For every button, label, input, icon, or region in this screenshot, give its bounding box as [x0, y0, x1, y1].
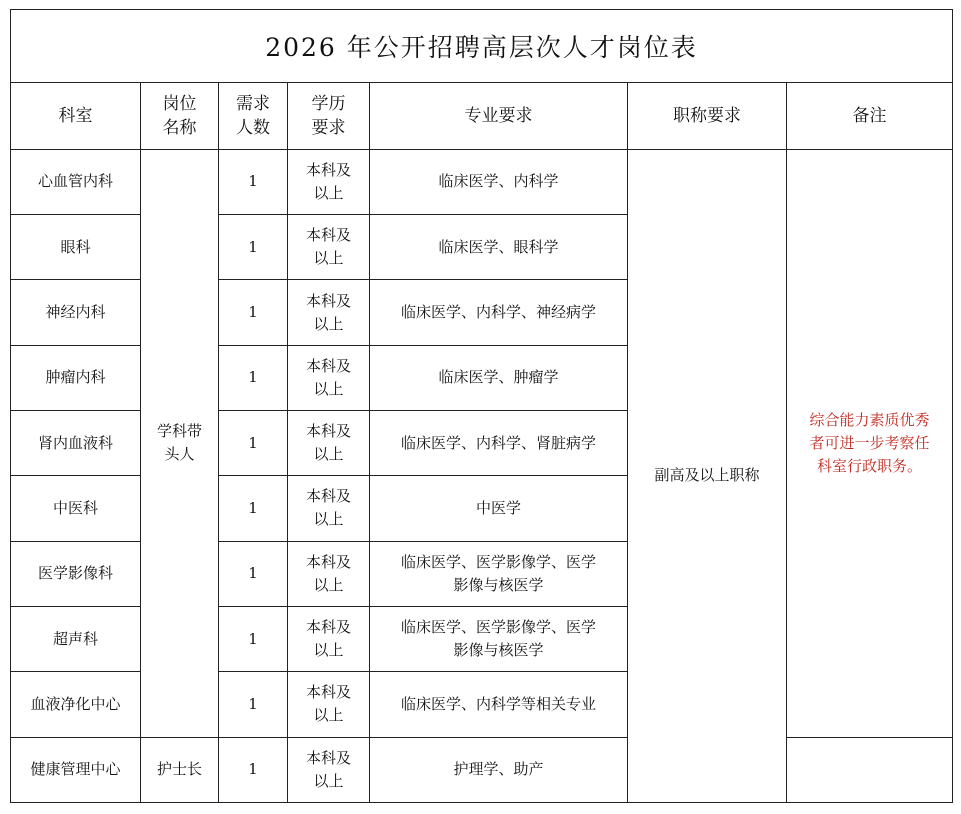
note-cell-empty: [787, 737, 953, 802]
position-cell: 护士长: [141, 737, 219, 802]
dept-cell: 眼科: [11, 215, 141, 280]
header-position: 岗位 名称: [141, 83, 219, 149]
education-cell: 本科及 以上: [288, 476, 370, 541]
header-count: 需求 人数: [219, 83, 288, 149]
count-cell: 1: [219, 345, 288, 410]
education-cell: 本科及 以上: [288, 345, 370, 410]
count-cell: 1: [219, 672, 288, 737]
dept-cell: 血液净化中心: [11, 672, 141, 737]
table-title: 2026 年公开招聘高层次人才岗位表: [11, 10, 953, 83]
header-row: [11, 83, 953, 149]
table-row: [11, 737, 953, 802]
table-row: [11, 149, 953, 214]
education-cell: 本科及 以上: [288, 280, 370, 345]
education-cell: 本科及 以上: [288, 737, 370, 802]
header-dept: 科室: [11, 83, 141, 149]
position-merged-cell: 学科带 头人: [141, 149, 219, 737]
major-cell: 临床医学、肿瘤学: [370, 345, 628, 410]
major-cell: 临床医学、医学影像学、医学 影像与核医学: [370, 541, 628, 606]
dept-cell: 健康管理中心: [11, 737, 141, 802]
major-cell: 护理学、助产: [370, 737, 628, 802]
count-cell: 1: [219, 541, 288, 606]
count-cell: 1: [219, 149, 288, 214]
major-cell: 临床医学、内科学、神经病学: [370, 280, 628, 345]
dept-cell: 心血管内科: [11, 149, 141, 214]
rank-merged-cell: 副高及以上职称: [628, 149, 787, 802]
education-cell: 本科及 以上: [288, 672, 370, 737]
major-cell: 临床医学、医学影像学、医学 影像与核医学: [370, 606, 628, 671]
major-cell: 中医学: [370, 476, 628, 541]
education-cell: 本科及 以上: [288, 541, 370, 606]
major-cell: 临床医学、内科学、肾脏病学: [370, 411, 628, 476]
education-cell: 本科及 以上: [288, 411, 370, 476]
count-cell: 1: [219, 280, 288, 345]
recruitment-table: [10, 9, 953, 803]
count-cell: 1: [219, 215, 288, 280]
dept-cell: 中医科: [11, 476, 141, 541]
dept-cell: 神经内科: [11, 280, 141, 345]
header-major: 专业要求: [370, 83, 628, 149]
header-note: 备注: [787, 83, 953, 149]
count-cell: 1: [219, 606, 288, 671]
count-cell: 1: [219, 476, 288, 541]
dept-cell: 肿瘤内科: [11, 345, 141, 410]
education-cell: 本科及 以上: [288, 149, 370, 214]
dept-cell: 医学影像科: [11, 541, 141, 606]
education-cell: 本科及 以上: [288, 215, 370, 280]
dept-cell: 超声科: [11, 606, 141, 671]
major-cell: 临床医学、内科学等相关专业: [370, 672, 628, 737]
dept-cell: 肾内血液科: [11, 411, 141, 476]
education-cell: 本科及 以上: [288, 606, 370, 671]
note-merged-cell: 综合能力素质优秀 者可进一步考察任 科室行政职务。: [787, 149, 953, 737]
major-cell: 临床医学、眼科学: [370, 215, 628, 280]
count-cell: 1: [219, 737, 288, 802]
count-cell: 1: [219, 411, 288, 476]
major-cell: 临床医学、内科学: [370, 149, 628, 214]
header-education: 学历 要求: [288, 83, 370, 149]
header-rank: 职称要求: [628, 83, 787, 149]
